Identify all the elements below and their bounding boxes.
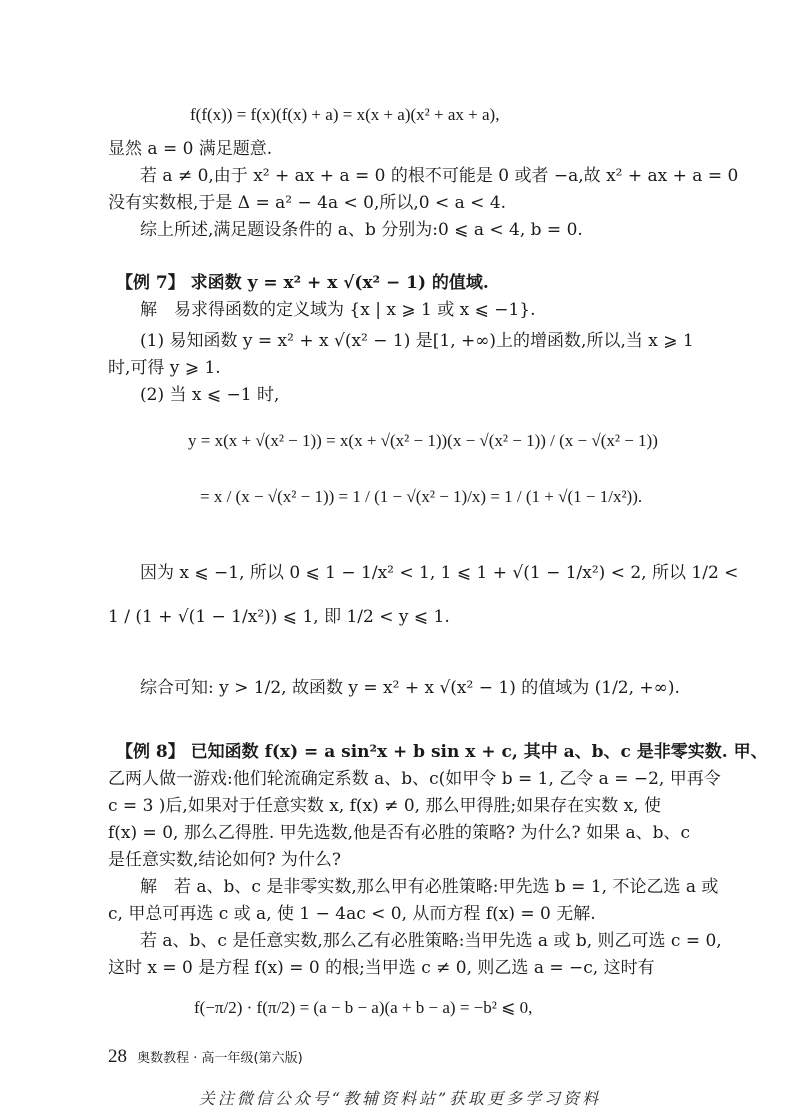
equation-line-1: f(f(x)) = f(x)(f(x) + a) = x(x + a)(x² + ax + a), (190, 105, 500, 124)
text-line-18: c = 3 )后,如果对于任意实数 x, f(x) ≠ 0, 那么甲得胜;如果存在实数 x, 使 (108, 796, 661, 816)
text-line-17: 乙两人做一游戏:他们轮流确定系数 a、b、c(如甲令 b = 1, 乙令 a = −2, 甲再令 (108, 769, 721, 789)
text-line-7: 解 易求得函数的定义域为 {x | x ⩾ 1 或 x ⩽ −1}. (140, 300, 536, 320)
text-line-9: 时,可得 y ⩾ 1. (108, 358, 221, 378)
text-line-24: 这时 x = 0 是方程 f(x) = 0 的根;当甲选 c ≠ 0, 则乙选 a = −c, 这时有 (108, 958, 655, 978)
text-line-4: 没有实数根,于是 Δ = a² − 4a < 0,所以,0 < a < 4. (108, 193, 507, 213)
page-number: 28 (108, 1046, 127, 1067)
handwritten-note: 关注微信公众号“教辅资料站”获取更多学习资料 (198, 1089, 602, 1108)
text-line-15: 综合可知: y > 1/2, 故函数 y = x² + x √(x² − 1) 的值域为 (1/2, +∞). (140, 678, 680, 698)
text-line-22: c, 甲总可再选 c 或 a, 使 1 − 4ac < 0, 从而方程 f(x) = 0 无解. (108, 904, 596, 924)
text-line-3: 若 a ≠ 0,由于 x² + ax + a = 0 的根不可能是 0 或者 −a,故 x² + ax + a = 0 (140, 166, 739, 186)
example-7-heading: 【例 7】 求函数 y = x² + x √(x² − 1) 的值域. (116, 273, 489, 293)
text-line-10: (2) 当 x ⩽ −1 时, (140, 385, 280, 405)
book-title: 奥数教程 · 高一年级(第六版) (137, 1051, 303, 1066)
text-line-14: 1 / (1 + √(1 − 1/x²)) ⩽ 1, 即 1/2 < y ⩽ 1. (108, 607, 450, 627)
text-line-21: 解 若 a、b、c 是非零实数,那么甲有必胜策略:甲先选 b = 1, 不论乙选 a 或 (140, 877, 719, 897)
example-8-heading: 【例 8】 已知函数 f(x) = a sin²x + b sin x + c, 其中 a、b、c 是非零实数. 甲、 (116, 742, 768, 762)
text-line-13: 因为 x ⩽ −1, 所以 0 ⩽ 1 − 1/x² < 1, 1 ⩽ 1 + √(1 − 1/x²) < 2, 所以 1/2 < (140, 563, 739, 583)
page-footer (108, 1046, 303, 1068)
text-line-5: 综上所述,满足题设条件的 a、b 分别为:0 ⩽ a < 4, b = 0. (140, 220, 583, 240)
text-line-8: (1) 易知函数 y = x² + x √(x² − 1) 是[1, +∞)上的增函数,所以,当 x ⩾ 1 (140, 331, 694, 351)
text-line-23: 若 a、b、c 是任意实数,那么乙有必胜策略:当甲先选 a 或 b, 则乙可选 c = 0, (140, 931, 722, 951)
text-line-20: 是任意实数,结论如何? 为什么? (108, 850, 342, 870)
text-line-19: f(x) = 0, 那么乙得胜. 甲先选数,他是否有必胜的策略? 为什么? 如果 a、b、c (108, 823, 691, 843)
equation-line-11: y = x(x + √(x² − 1)) = x(x + √(x² − 1))(x − √(x² − 1)) / (x − √(x² − 1)) (188, 431, 658, 450)
equation-line-25: f(−π/2) · f(π/2) = (a − b − a)(a + b − a) = −b² ⩽ 0, (194, 998, 533, 1017)
text-line-2: 显然 a = 0 满足题意. (108, 139, 273, 159)
equation-line-12: = x / (x − √(x² − 1)) = 1 / (1 − √(x² − 1)/x) = 1 / (1 + √(1 − 1/x²)). (200, 487, 643, 506)
